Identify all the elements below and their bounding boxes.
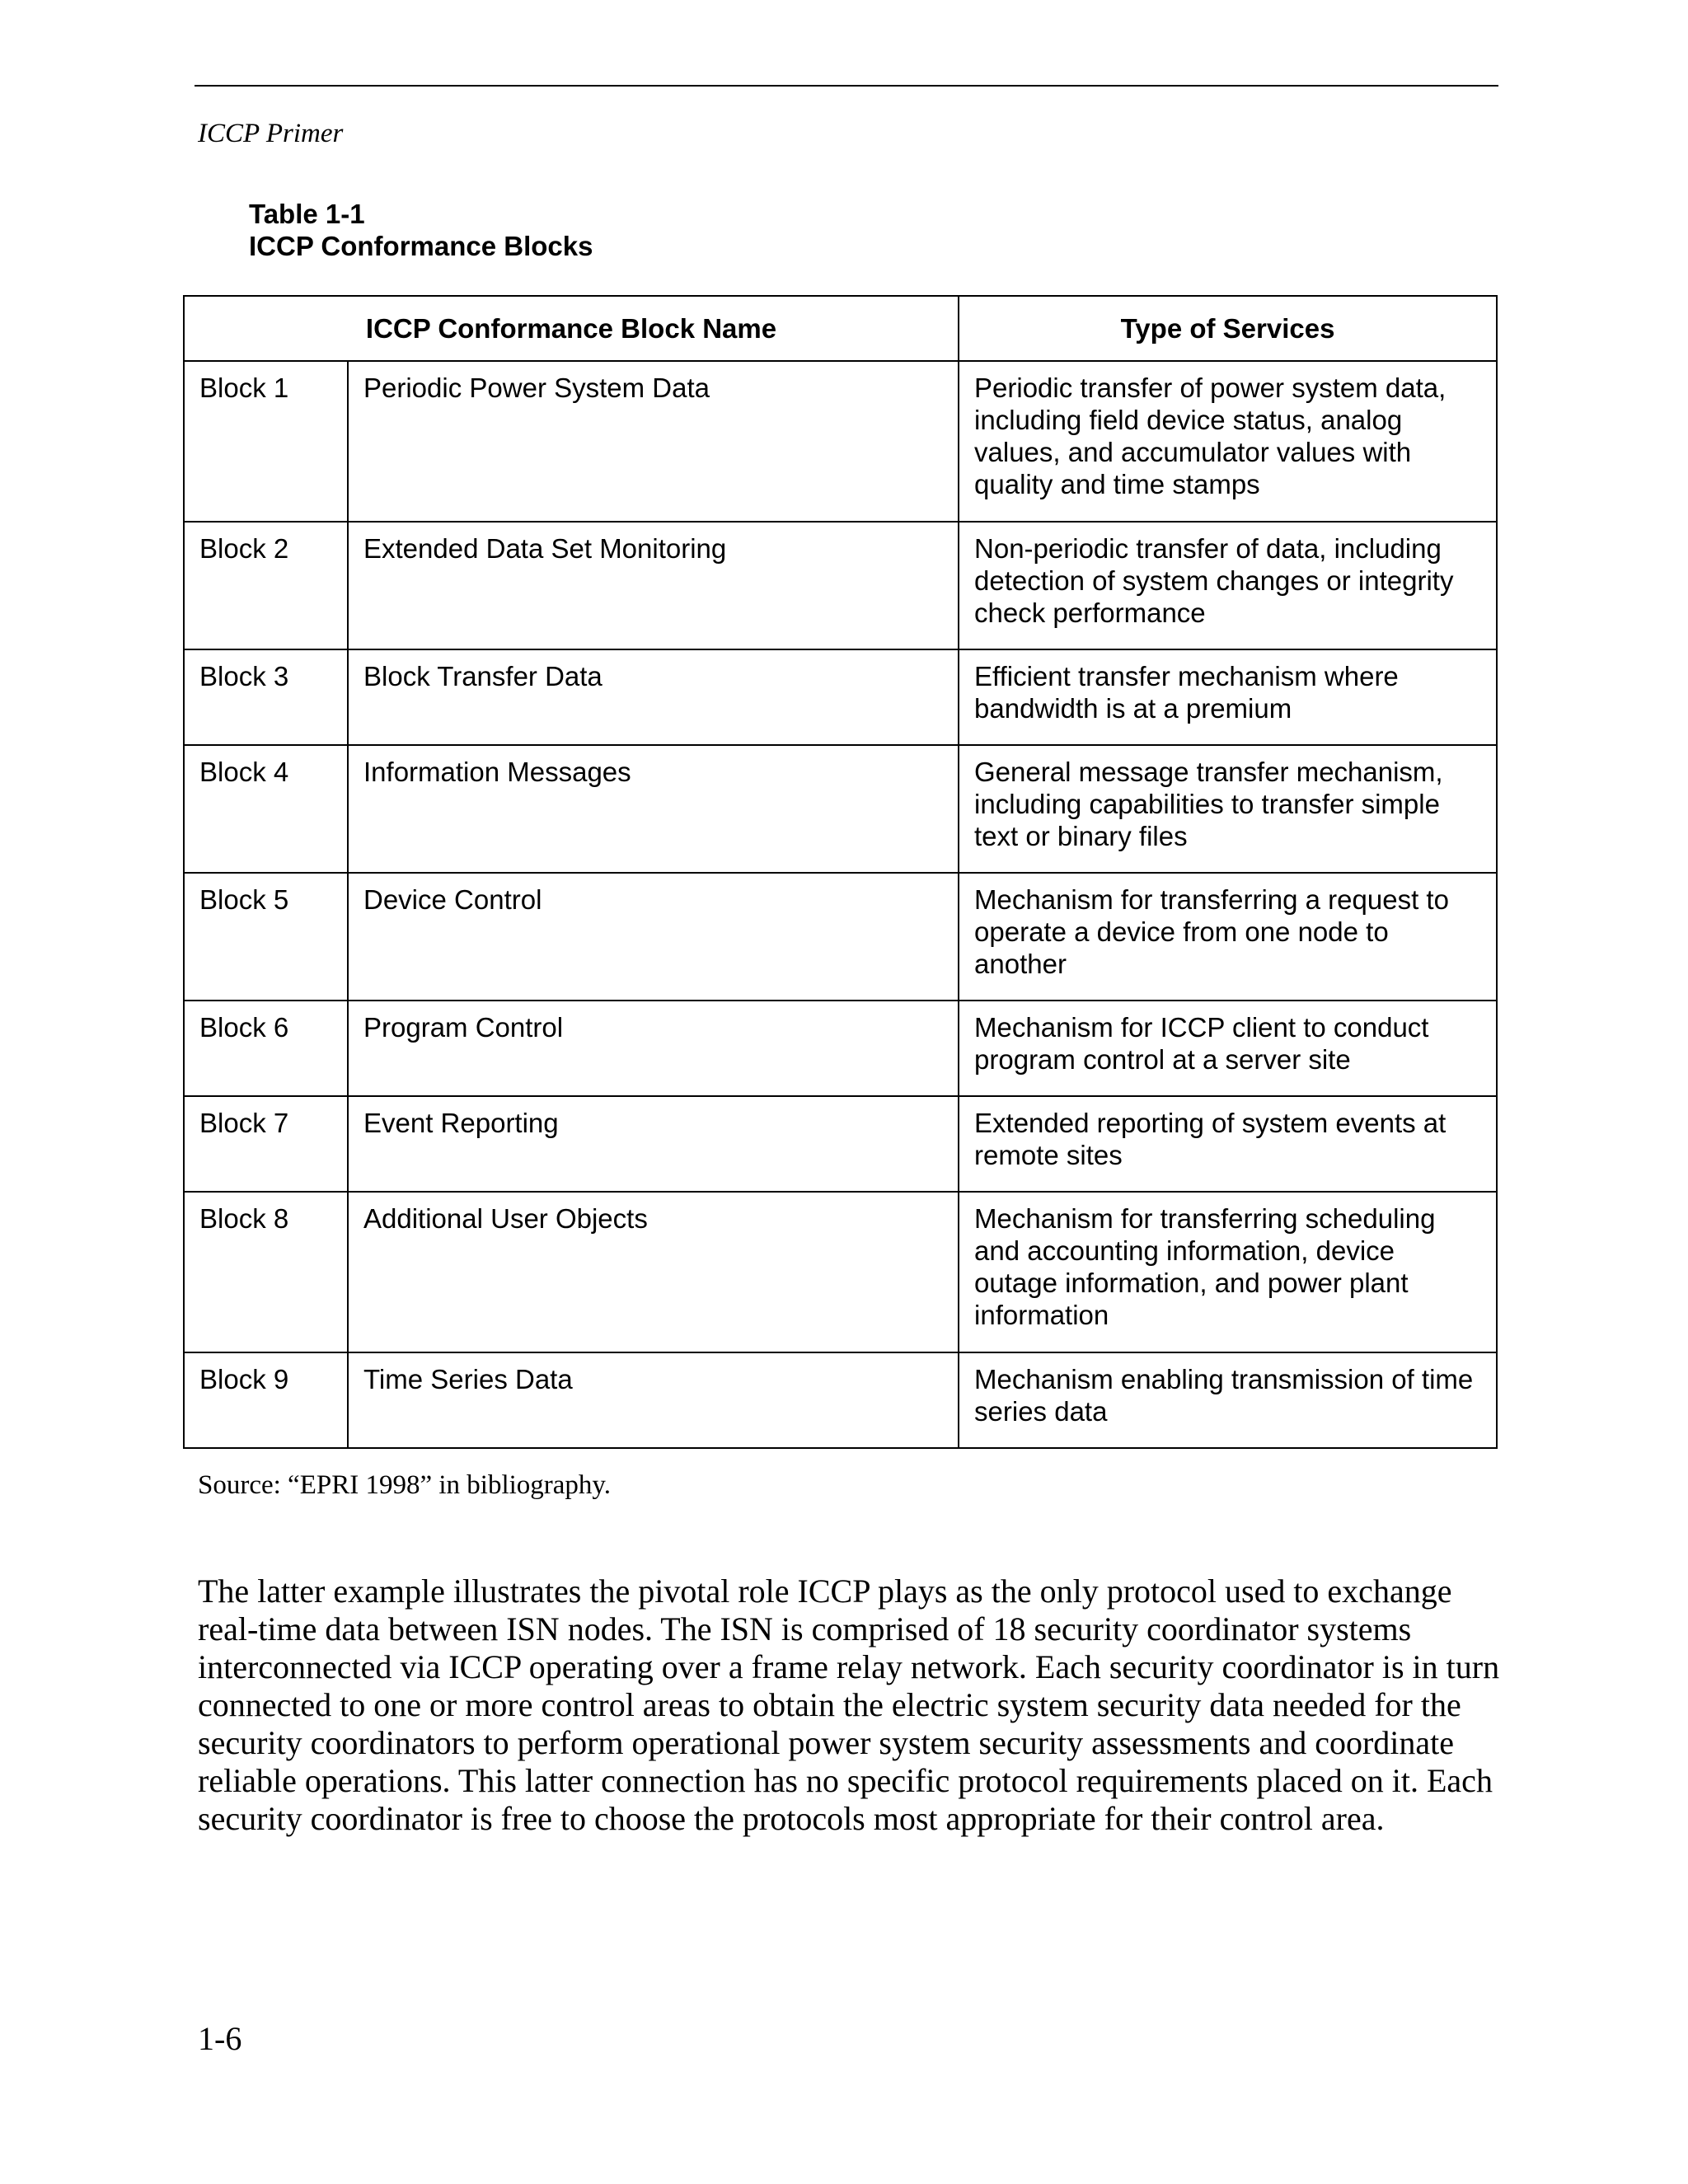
table-caption [249,198,593,262]
page-number: 1-6 [198,2020,242,2057]
block-number-cell: Block 6 [184,1001,348,1096]
table-row [184,522,1497,649]
services-cell: Efficient transfer mechanism where bandwidth is at a premium [959,649,1497,745]
block-name-cell: Program Control [348,1001,959,1096]
table-number: Table 1-1 [249,199,365,229]
body-paragraph: The latter example illustrates the pivotal role ICCP plays as the only protocol used to exchange real-time data between ISN nodes. The ISN is comprised of 18 security coordinator systems interconnected via ICCP operating over a frame relay network. Each security coordinator is in turn connected to one or more control areas to obtain the electric system security data needed for the security coordinators to perform operational power system security assessments and coordinate reliable operations. This latter connection has no specific protocol requirements placed on it. Each security coordinator is free to choose the protocols most appropriate for their control area. [198,1572,1500,1837]
conformance-blocks-table [183,295,1498,1449]
block-number-cell: Block 9 [184,1352,348,1448]
table-row [184,1192,1497,1352]
table-source-note: Source: “EPRI 1998” in bibliography. [198,1470,612,1500]
block-name-cell: Additional User Objects [348,1192,959,1352]
block-number-cell: Block 5 [184,873,348,1001]
block-name-cell: Periodic Power System Data [348,361,959,522]
column-header-block-name: ICCP Conformance Block Name [184,296,959,361]
table-row [184,1001,1497,1096]
block-name-cell: Extended Data Set Monitoring [348,522,959,649]
block-number-cell: Block 7 [184,1096,348,1192]
services-cell: Periodic transfer of power system data, including field device status, analog values, and accumulator values with quality and time stamps [959,361,1497,522]
block-name-cell: Device Control [348,873,959,1001]
table-body [184,361,1497,1448]
block-name-cell: Information Messages [348,745,959,873]
table-title: ICCP Conformance Blocks [249,231,593,261]
table-row [184,1096,1497,1192]
block-name-cell: Block Transfer Data [348,649,959,745]
table-row [184,745,1497,873]
table-row [184,873,1497,1001]
header-rule [195,85,1498,87]
block-number-cell: Block 1 [184,361,348,522]
services-cell: Mechanism for ICCP client to conduct program control at a server site [959,1001,1497,1096]
running-header: ICCP Primer [198,119,344,148]
services-cell: Mechanism enabling transmission of time series data [959,1352,1497,1448]
table-row [184,1352,1497,1448]
block-name-cell: Time Series Data [348,1352,959,1448]
services-cell: Mechanism for transferring a request to operate a device from one node to another [959,873,1497,1001]
block-number-cell: Block 8 [184,1192,348,1352]
services-cell: Extended reporting of system events at remote sites [959,1096,1497,1192]
block-name-cell: Event Reporting [348,1096,959,1192]
table-header-row [184,296,1497,361]
services-cell: General message transfer mechanism, including capabilities to transfer simple text or binary files [959,745,1497,873]
table-row [184,361,1497,522]
services-cell: Non-periodic transfer of data, including detection of system changes or integrity check performance [959,522,1497,649]
block-number-cell: Block 3 [184,649,348,745]
block-number-cell: Block 2 [184,522,348,649]
table-row [184,649,1497,745]
block-number-cell: Block 4 [184,745,348,873]
services-cell: Mechanism for transferring scheduling and accounting information, device outage information, and power plant information [959,1192,1497,1352]
column-header-type-of-services: Type of Services [959,296,1497,361]
